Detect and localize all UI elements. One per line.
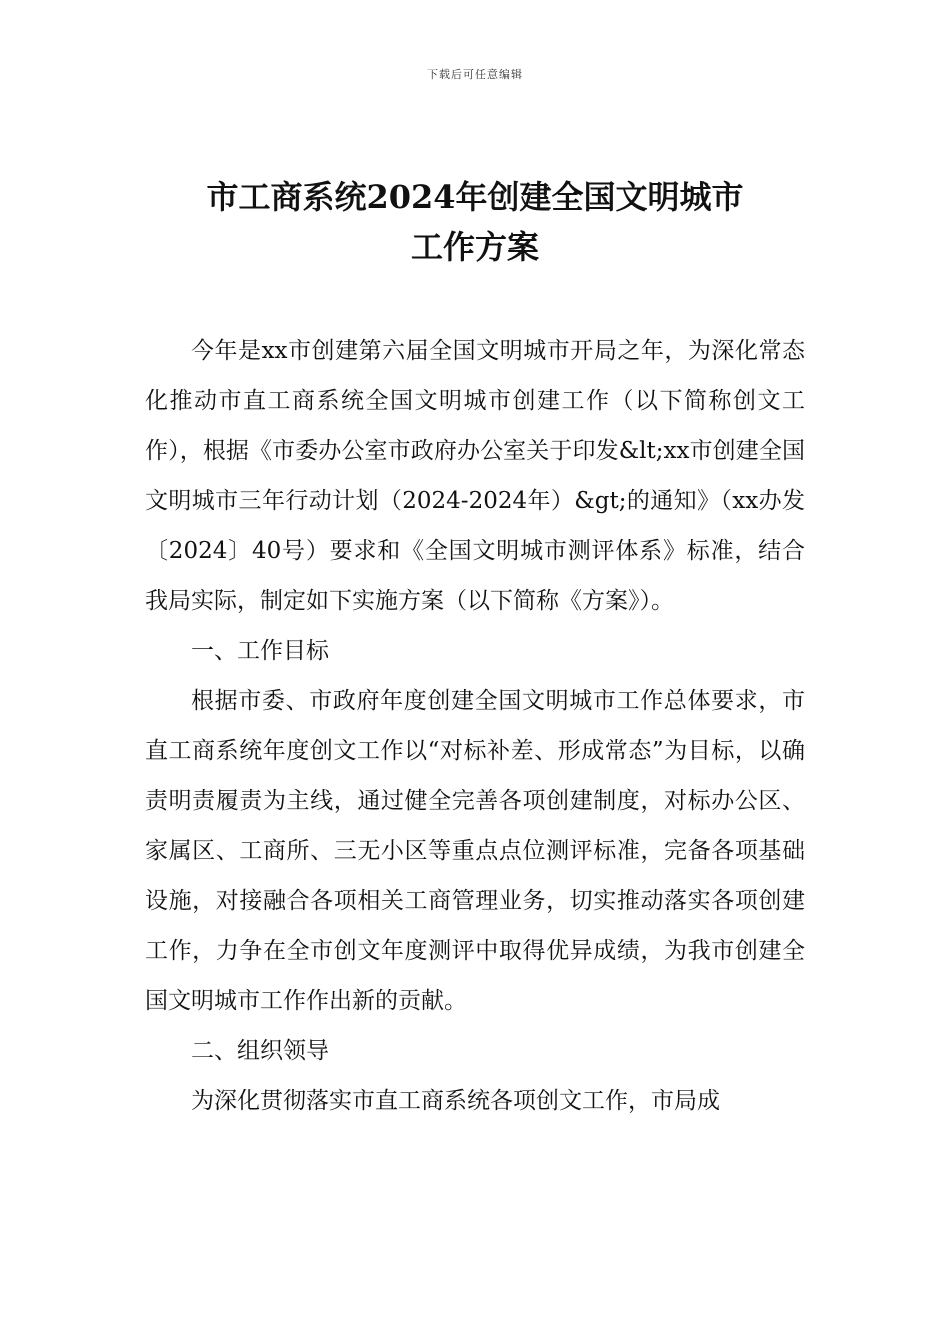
goals-paragraph: 根据市委、市政府年度创建全国文明城市工作总体要求，市直工商系统年度创文工作以“对标补差、形成常态”为目标，以确责明责履责为主线，通过健全完善各项创建制度，对标办公区、家属区、工商所、三无小区等重点点位测评标准，完备各项基础设施，对接融合各项相关工商管理业务，切实推动落实各项创建工作，力争在全市创文年度测评中取得优异成绩，为我市创建全国文明城市工作作出新的贡献。 [145,688,805,1014]
header-note: 下载后可任意编辑 [427,68,523,81]
organization-paragraph: 为深化贯彻落实市直工商系统各项创文工作，市局成 [191,1088,720,1114]
title-line-1: 市工商系统2024年创建全国文明城市 [206,178,744,216]
title-line-2: 工作方案 [410,228,539,266]
document-title [145,172,805,272]
section-heading-organization: 二、组织领导 [191,1038,329,1064]
document-body [145,326,805,1126]
intro-paragraph: 今年是xx市创建第六届全国文明城市开局之年，为深化常态化推动市直工商系统全国文明城市创建工作（以下简称创文工作），根据《市委办公室市政府办公室关于印发&lt;xx市创建全国文明城市三年行动计划（2024-2024年）&gt;的通知》（xx办发〔2024〕40号）要求和《全国文明城市测评体系》标准，结合我局实际，制定如下实施方案（以下简称《方案》）。 [145,338,805,614]
section-heading-goals: 一、工作目标 [191,638,329,664]
